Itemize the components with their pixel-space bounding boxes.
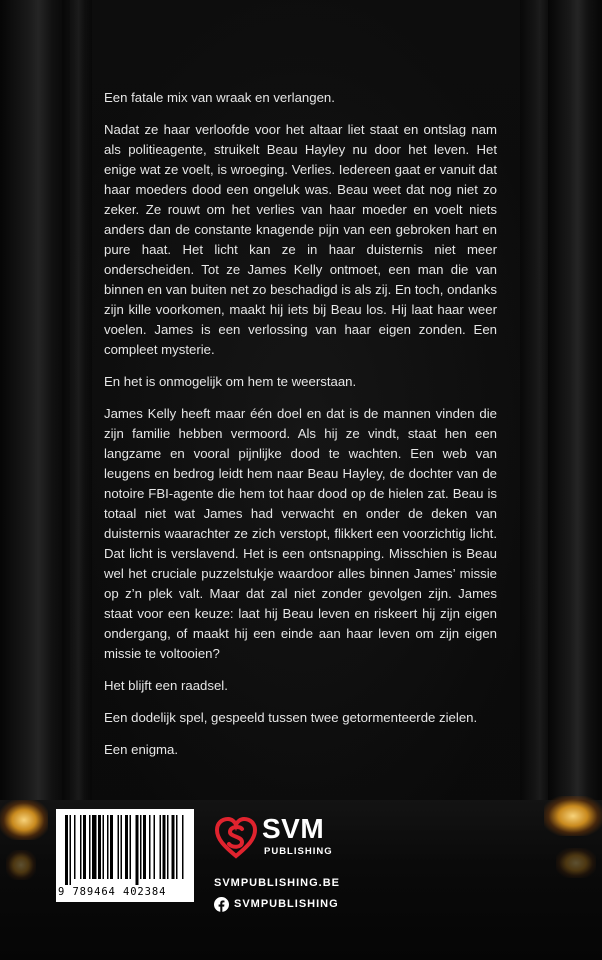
heart-s-logo-icon [214, 816, 258, 860]
blurb-line-deadly-game: Een dodelijk spel, gespeeld tussen twee getormenteerde zielen. [104, 710, 478, 725]
publisher-subtitle: PUBLISHING [264, 846, 333, 857]
candle-reflection-left [6, 850, 36, 880]
candle-reflection-right [556, 848, 596, 878]
facebook-icon [214, 897, 229, 912]
blurb-line-irresistible: En het is onmogelijk om hem te weerstaan. [104, 374, 357, 389]
candle-glow-left [0, 800, 48, 840]
publisher-logo [214, 813, 344, 862]
publisher-name: SVM [262, 813, 325, 844]
barcode-bars [61, 815, 189, 885]
blurb-line-riddle: Het blijft een raadsel. [104, 678, 228, 693]
isbn-barcode [56, 809, 194, 902]
curtain-pillar-right [548, 0, 602, 820]
blurb-paragraph-beau: Nadat ze haar verloofde voor het altaar liet staat en ontslag nam als politieagente, struikelt Beau Hayley nu door het leven. Het enige wat ze voelt, is wroeging. Verlies. Iedereen gaat er vanuit dat haar moeders dood een ongeluk was. Beau weet dat nog niet zo zeker. Ze rouwt om het verlies van haar moeder en voelt niets anders dan de constante knagende pijn van een gebroken hart en pure haat. Het licht kan ze in haar duisternis niet meer onderscheiden. Tot ze James Kelly ontmoet, een man die van binnen en van buiten net zo beschadigd is als zij. En toch, ondanks zijn kille voorkomen, maakt hij iets bij Beau los. Hij laat haar weer voelen. James is een verlossing van haar eigen zonden. Een compleet mysterie. [104, 122, 497, 357]
candle-glow-right [544, 796, 602, 836]
blurb-paragraph-james: James Kelly heeft maar één doel en dat is de mannen vinden die zijn familie hebben vermoord. Als hij ze vindt, staat hen een langzame en vooral pijnlijke dood te wachten. Een web van leugens en bedrog leidt hem naar Beau Hayley, de dochter van de notoire FBI-agente die hem tot haar dood op de hielen zat. Beau is totaal niet wat James had verwacht en onder de deken van duisternis waarachter ze zich verstopt, flikkert een voorzichtig licht. Dat licht is verslavend. Het is een ontsnapping. Misschien is Beau wel het cruciale puzzelstukje waardoor alles binnen James’ missie op z’n plek valt. Maar dat zal niet zonder gevolgen zijn. James staat voor een keuze: laat hij Beau leven en riskeert hij zijn eigen ondergang, of maakt hij een einde aan haar leven om zijn eigen missie te voltooien? [104, 406, 497, 661]
curtain-pillar-left-inner [62, 0, 92, 820]
blurb-tagline: Een fatale mix van wraak en verlangen. [104, 90, 335, 105]
isbn-number: 9 789464 402384 [58, 886, 167, 898]
facebook-handle: SVMPUBLISHING [234, 898, 339, 910]
blurb-line-enigma: Een enigma. [104, 742, 179, 757]
blurb-text [104, 88, 497, 772]
curtain-pillar-left [0, 0, 70, 820]
publisher-website[interactable]: SVMPUBLISHING.BE [214, 877, 341, 889]
